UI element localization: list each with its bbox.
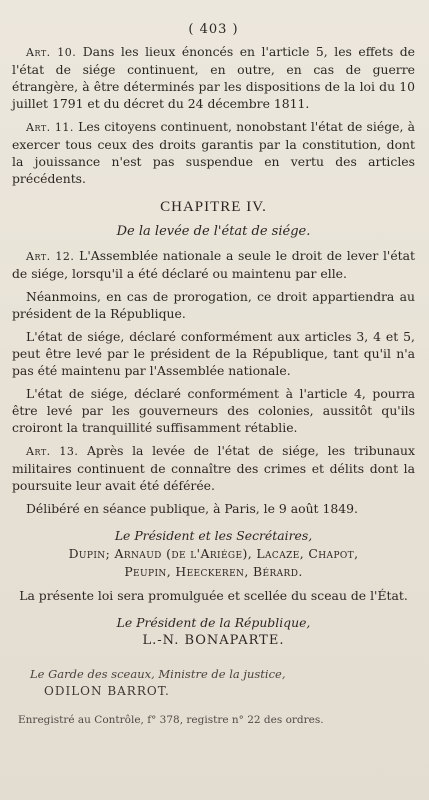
article-13-label: Art. 13. bbox=[26, 445, 79, 458]
signatories-line-1: Dupin; Arnaud (de l'Ariége), Lacaze, Chapot, bbox=[68, 546, 359, 561]
promulgation-line: La présente loi sera promulguée et scellée du sceau de l'État. bbox=[19, 588, 408, 603]
article-12 bbox=[12, 247, 415, 282]
garde-des-sceaux: Le Garde des sceaux, Ministre de la justice, bbox=[30, 667, 286, 681]
signatories-line-2: Peupin, Heeckeren, Bérard. bbox=[124, 564, 303, 579]
article-11-label: Art. 11. bbox=[26, 121, 74, 134]
odilon-barrot: ODILON BARROT. bbox=[44, 684, 170, 698]
article-13-text: Après la levée de l'état de siége, les tribunaux militaires continuent de connaître des crimes et délits dont la poursuite leur avait été déférée. bbox=[12, 443, 415, 493]
delibere-line: Délibéré en séance publique, à Paris, le 9 août 1849. bbox=[26, 501, 358, 516]
article-12-text: L'Assemblée nationale a seule le droit de lever l'état de siége, lorsqu'il a été déclaré ou maintenu par elle. bbox=[12, 248, 416, 281]
president-block bbox=[12, 614, 415, 650]
article-10-label: Art. 10. bbox=[26, 46, 77, 59]
president-secretaires: Le Président et les Secrétaires, bbox=[114, 528, 313, 543]
paragraph-colonies: L'état de siége, déclaré conformément à l'article 4, pourra être levé par les gouverneurs des colonies, aussitôt qu'ils croiront la tranquillité suffisamment rétablie. bbox=[12, 386, 415, 435]
chapter-subtitle: De la levée de l'état de siége. bbox=[116, 224, 311, 239]
article-11 bbox=[12, 118, 415, 187]
page-number: ( 403 ) bbox=[188, 22, 239, 37]
bonaparte-signature: L.-N. BONAPARTE. bbox=[142, 633, 285, 648]
paragraph-levee-president: L'état de siége, déclaré conformément aux articles 3, 4 et 5, peut être levé par le président de la République, tant qu'il n'a pas été maintenu par l'Assemblée nationale. bbox=[12, 329, 415, 378]
article-10 bbox=[12, 43, 415, 112]
article-11-text: Les citoyens continuent, nonobstant l'état de siége, à exercer tous ceux des droits garantis par la constitution, dont la jouissance n'est pas suspendue en vertu des articles précédents. bbox=[12, 119, 415, 186]
article-12-label: Art. 12. bbox=[26, 250, 75, 263]
enregistrement-line: Enregistré au Contrôle, f° 378, registre n° 22 des ordres. bbox=[18, 714, 324, 726]
signature-block bbox=[12, 527, 415, 581]
chapter-title: CHAPITRE IV. bbox=[160, 199, 267, 215]
article-10-text: Dans les lieux énoncés en l'article 5, les effets de l'état de siége continuent, en outre, en cas de guerre étrangère, à être déterminés par les dispositions de la loi du 10 juillet 1791 et du décret du 24 décembre 1811. bbox=[12, 44, 415, 111]
article-13 bbox=[12, 442, 415, 494]
paragraph-prorogation: Néanmoins, en cas de prorogation, ce droit appartiendra au président de la République. bbox=[12, 289, 415, 321]
president-republique: Le Président de la République, bbox=[116, 615, 311, 630]
